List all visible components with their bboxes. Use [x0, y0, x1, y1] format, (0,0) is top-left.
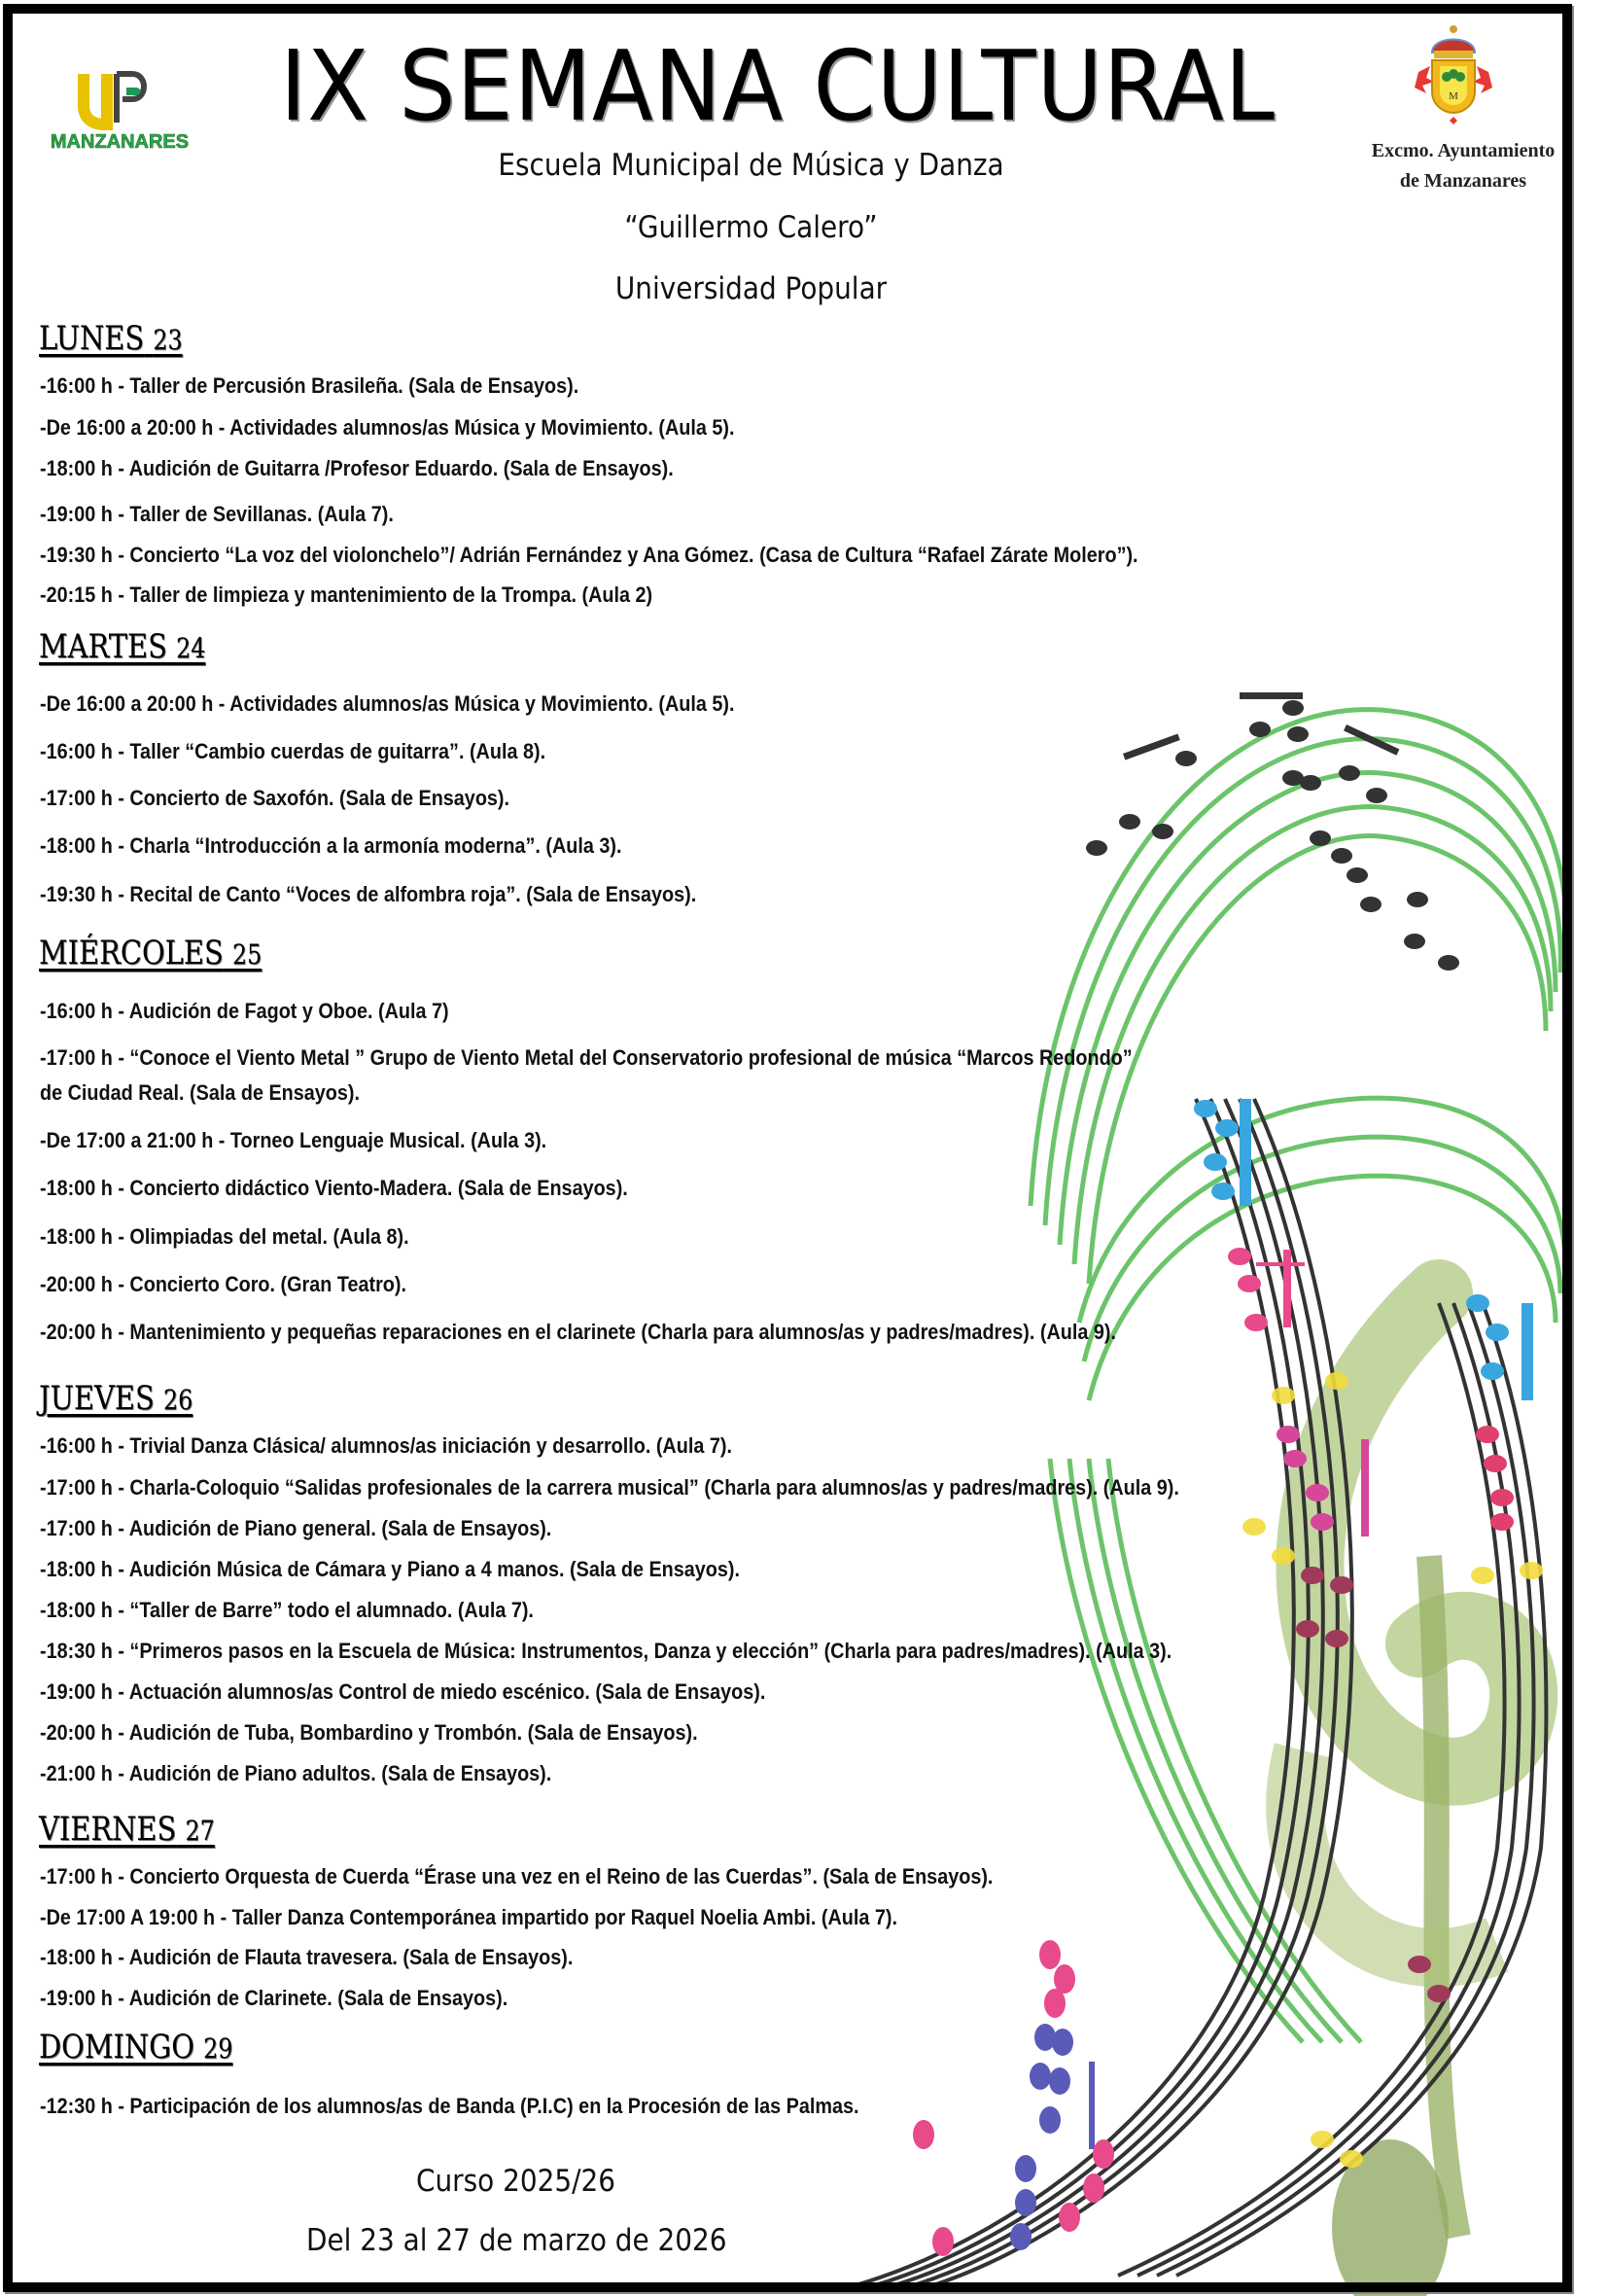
event-item: -18:00 h - Audición Música de Cámara y Piano a 4 manos. (Sala de Ensayos).	[40, 1557, 741, 1581]
day-name: MARTES	[39, 627, 167, 666]
day-date: 25	[231, 938, 262, 971]
event-item: -20:15 h - Taller de limpieza y mantenimiento de la Trompa. (Aula 2)	[40, 583, 653, 607]
day-date: 29	[203, 2032, 233, 2065]
event-item: -19:00 h - Audición de Clarinete. (Sala de Ensayos).	[40, 1986, 508, 2010]
event-item: -18:00 h - Concierto didáctico Viento-Madera. (Sala de Ensayos).	[40, 1176, 628, 1200]
school-name: Escuela Municipal de Música y Danza	[498, 148, 1004, 183]
day-name: JUEVES	[39, 1379, 155, 1418]
event-item: -18:00 h - Audición de Flauta travesera. (Sala de Ensayos).	[40, 1945, 574, 1969]
event-item: -17:00 h - Charla-Coloquio “Salidas profesionales de la carrera musical” (Charla para alumnos/as y padres/madres). (Aula 9).	[40, 1475, 1179, 1500]
event-item: -19:00 h - Taller de Sevillanas. (Aula 7).	[40, 502, 394, 526]
event-item: -De 17:00 a 21:00 h - Torneo Lenguaje Musical. (Aula 3).	[40, 1128, 547, 1152]
day-date: 24	[176, 632, 206, 664]
manzanares-wordmark: MANZANARES	[50, 131, 190, 153]
day-date: 27	[185, 1815, 215, 1847]
day-heading-jueves	[39, 1379, 192, 1418]
ayuntamiento-caption-line: de Manzanares	[1399, 170, 1527, 192]
day-name: DOMINGO	[39, 2028, 194, 2066]
day-heading-martes	[39, 627, 205, 666]
event-item: -16:00 h - Audición de Fagot y Oboe. (Aula 7)	[40, 999, 449, 1023]
school-dedication: “Guillermo Calero”	[624, 210, 878, 245]
event-item: -19:00 h - Actuación alumnos/as Control de miedo escénico. (Sala de Ensayos).	[40, 1679, 766, 1704]
svg-text:M: M	[1449, 90, 1458, 102]
event-item: -De 17:00 A 19:00 h - Taller Danza Contemporánea impartido por Raquel Noelia Ambi. (Aula 7).	[40, 1905, 898, 1929]
event-item: -17:00 h - Concierto Orquesta de Cuerda “Érase una vez en el Reino de las Cuerdas”. (Sala de Ensayos).	[40, 1864, 994, 1889]
event-item: -17:00 h - Audición de Piano general. (Sala de Ensayos).	[40, 1516, 552, 1540]
day-heading-viernes	[39, 1810, 215, 1849]
event-item: -17:00 h - Concierto de Saxofón. (Sala de Ensayos).	[40, 786, 510, 810]
day-name: VIERNES	[39, 1810, 177, 1849]
event-item: -20:00 h - Concierto Coro. (Gran Teatro).	[40, 1272, 406, 1296]
event-item: -16:00 h - Taller “Cambio cuerdas de guitarra”. (Aula 8).	[40, 739, 546, 763]
day-heading-lunes	[39, 319, 183, 358]
day-name: LUNES	[39, 319, 145, 358]
page-title: IX SEMANA CULTURAL	[280, 29, 1276, 143]
event-item-continuation: de Ciudad Real. (Sala de Ensayos).	[40, 1080, 361, 1105]
event-item: -18:00 h - “Taller de Barre” todo el alumnado. (Aula 7).	[40, 1598, 534, 1622]
event-item: -12:30 h - Participación de los alumnos/as de Banda (P.I.C) en la Procesión de las Palmas.	[40, 2094, 859, 2118]
event-item: -21:00 h - Audición de Piano adultos. (Sala de Ensayos).	[40, 1761, 552, 1785]
event-dates: Del 23 al 27 de marzo de 2026	[306, 2223, 727, 2258]
event-item: -19:30 h - Recital de Canto “Voces de alfombra roja”. (Sala de Ensayos).	[40, 882, 697, 906]
day-date: 26	[163, 1384, 193, 1416]
event-item: -De 16:00 a 20:00 h - Actividades alumnos/as Música y Movimiento. (Aula 5).	[40, 415, 735, 440]
event-item: -18:30 h - “Primeros pasos en la Escuela de Música: Instrumentos, Danza y elección” (Charla para padres/madres). (Aula 3).	[40, 1639, 1172, 1663]
event-item: -18:00 h - Audición de Guitarra /Profesor Eduardo. (Sala de Ensayos).	[40, 456, 674, 480]
event-item: -De 16:00 a 20:00 h - Actividades alumnos/as Música y Movimiento. (Aula 5).	[40, 691, 735, 716]
day-heading-domingo	[39, 2028, 232, 2066]
day-date: 23	[153, 324, 183, 356]
day-name: MIÉRCOLES	[39, 934, 224, 972]
day-heading-miercoles	[39, 934, 262, 972]
course-label: Curso 2025/26	[416, 2164, 616, 2199]
ayuntamiento-caption-line: Excmo. Ayuntamiento	[1371, 140, 1556, 161]
event-item: -18:00 h - Charla “Introducción a la armonía moderna”. (Aula 3).	[40, 833, 622, 858]
event-item: -17:00 h - “Conoce el Viento Metal ” Grupo de Viento Metal del Conservatorio profesional de música “Marcos Redondo”	[40, 1045, 1133, 1070]
event-item: -18:00 h - Olimpiadas del metal. (Aula 8).	[40, 1224, 409, 1249]
event-item: -16:00 h - Trivial Danza Clásica/ alumnos/as iniciación y desarrollo. (Aula 7).	[40, 1433, 732, 1458]
event-item: -16:00 h - Taller de Percusión Brasileña. (Sala de Ensayos).	[40, 373, 579, 398]
event-item: -20:00 h - Audición de Tuba, Bombardino y Trombón. (Sala de Ensayos).	[40, 1720, 698, 1745]
event-item: -20:00 h - Mantenimiento y pequeñas reparaciones en el clarinete (Charla para alumnos/as y padres/madres). (Aula 9).	[40, 1320, 1116, 1344]
event-item: -19:30 h - Concierto “La voz del violonchelo”/ Adrián Fernández y Ana Gómez. (Casa de Cultura “Rafael Zárate Molero”).	[40, 543, 1138, 567]
organizer-name: Universidad Popular	[614, 271, 888, 306]
